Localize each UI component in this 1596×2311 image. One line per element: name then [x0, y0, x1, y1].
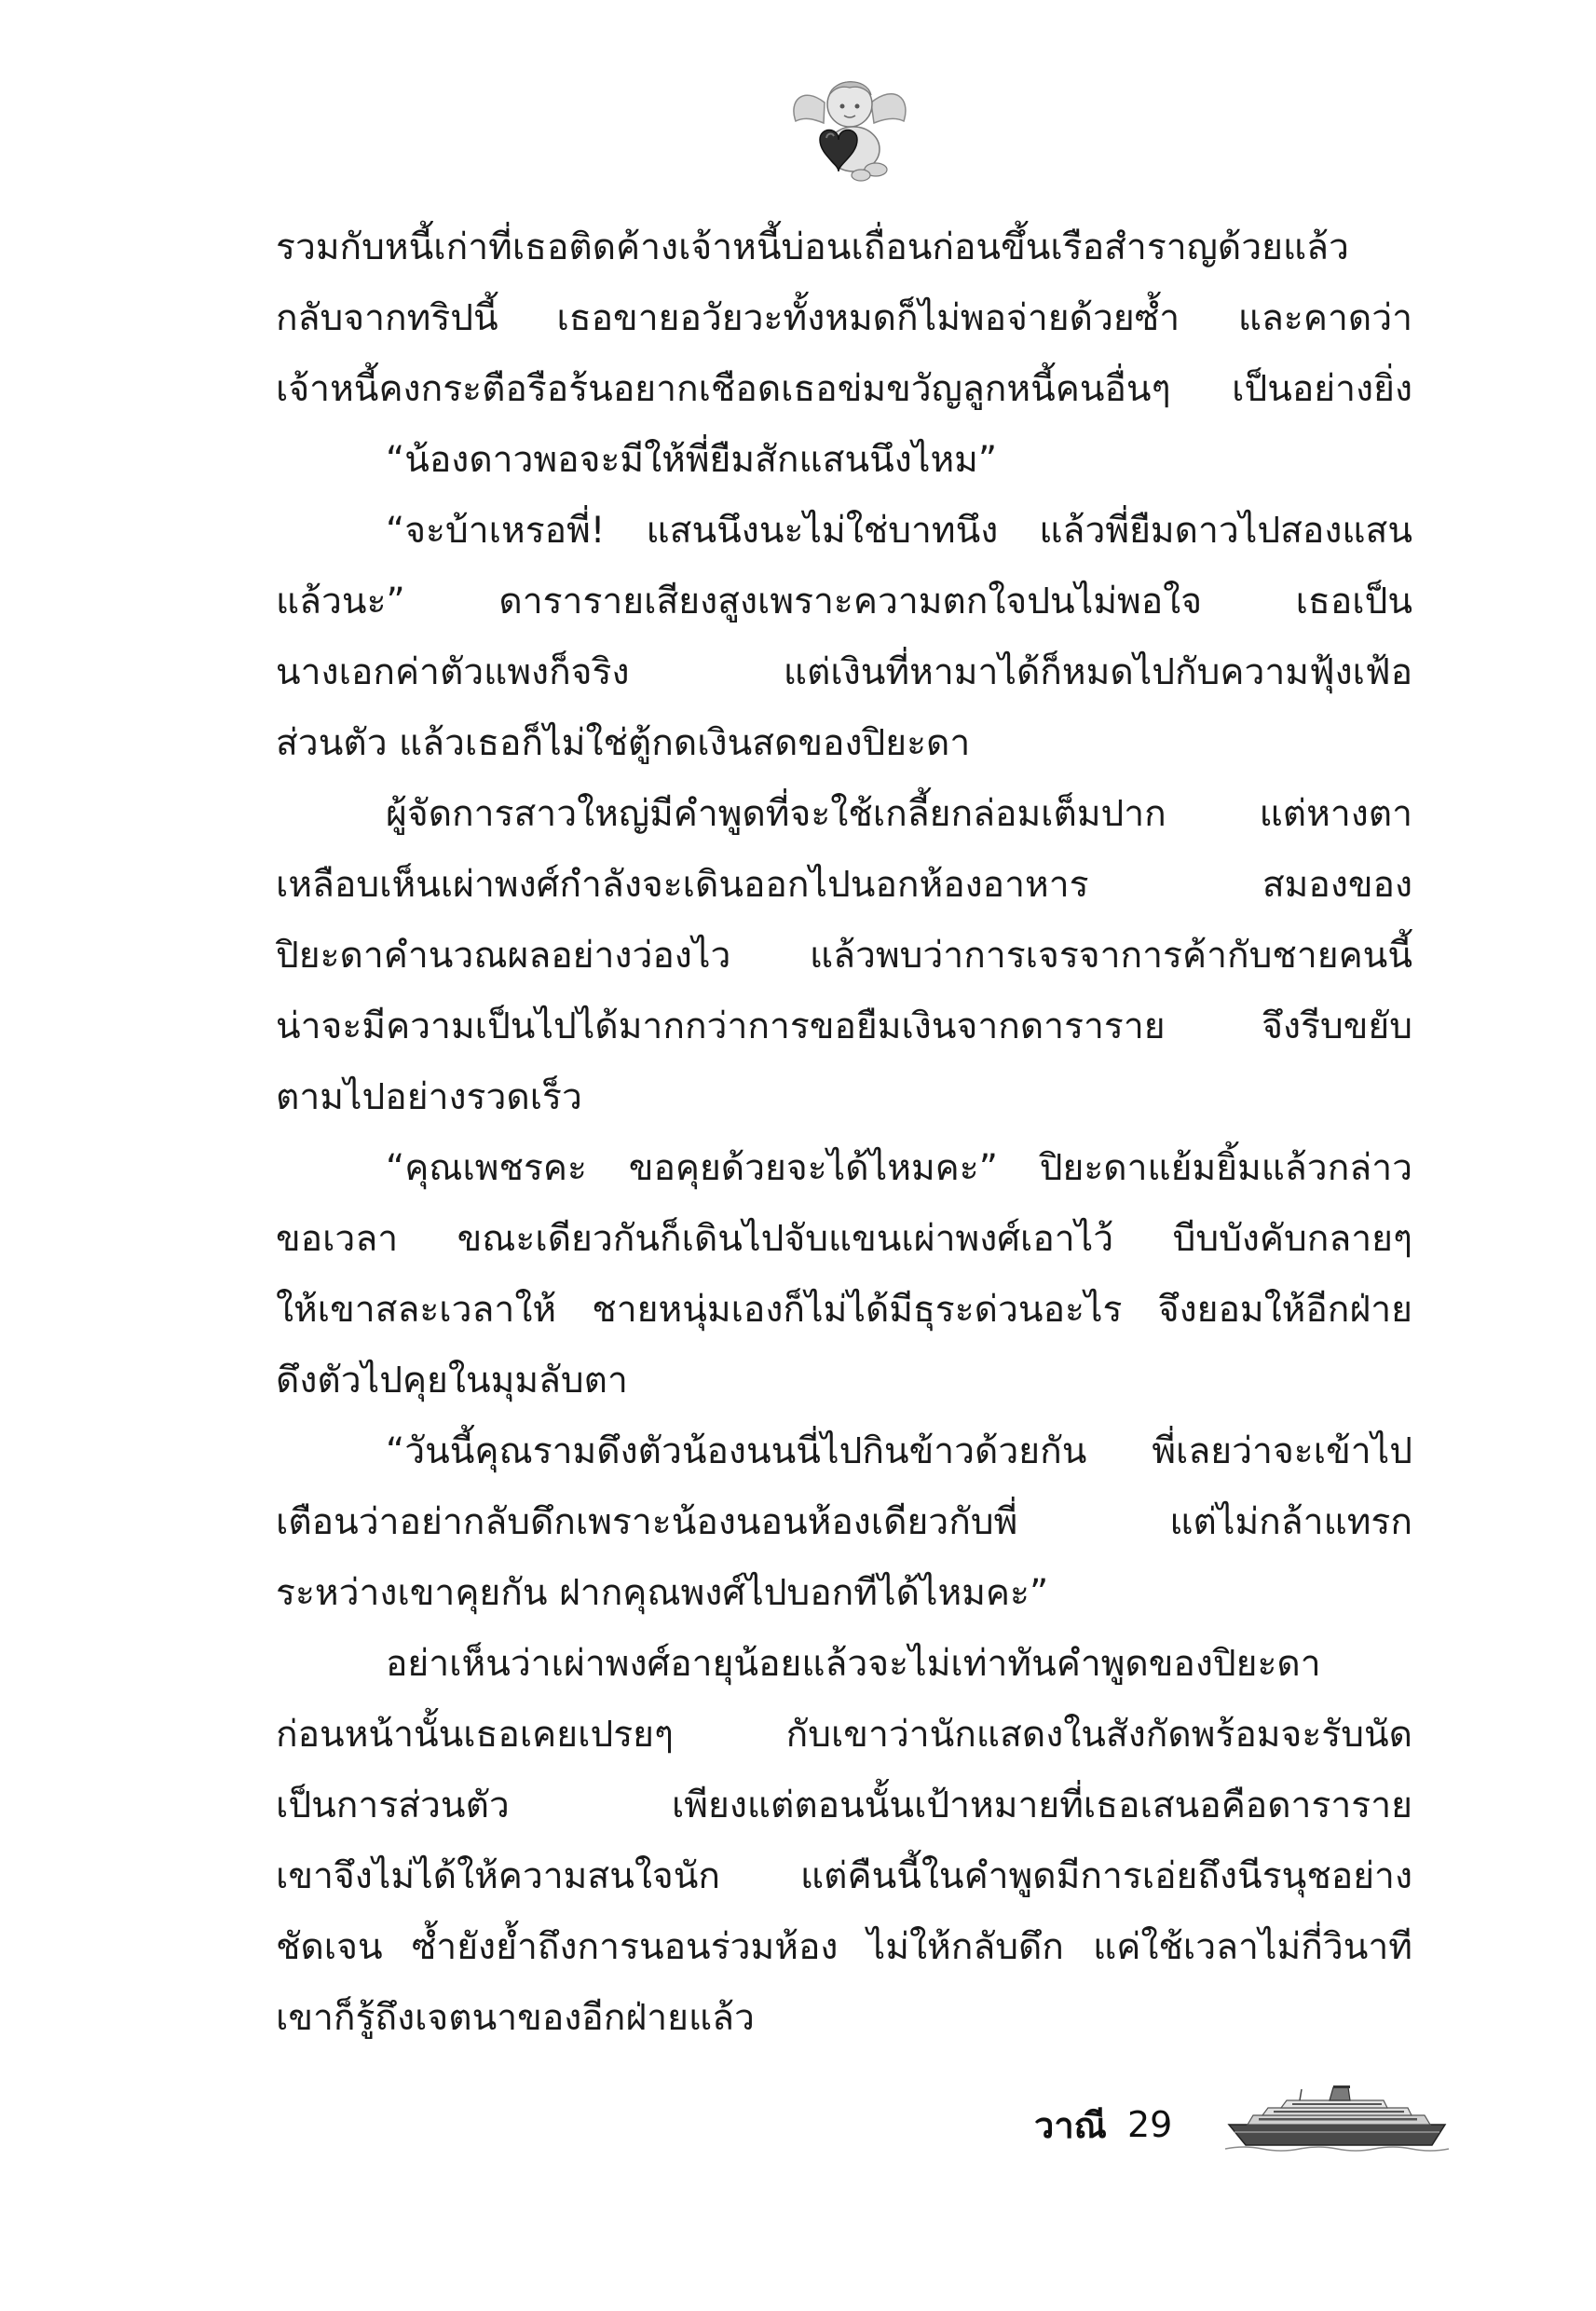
cherub-heart-icon [783, 65, 913, 186]
body-text [276, 212, 1412, 2054]
text-line: ผู้จัดการสาวใหญ่มีคำพูดที่จะใช้เกลี้ยกล่อมเต็มปาก แต่หางตา [386, 793, 1412, 835]
text-line: เขาก็รู้ถึงเจตนาของอีกฝ่ายแล้ว [276, 1997, 755, 2039]
text-line: เขาจึงไม่ได้ให้ความสนใจนัก แต่คืนนี้ในคำพูดมีการเอ่ยถึงนีรนุชอย่าง [276, 1855, 1412, 1897]
text-line: รวมกับหนี้เก่าที่เธอติดค้างเจ้าหนี้บ่อนเถื่อนก่อนขึ้นเรือสำราญด้วยแล้ว [276, 226, 1349, 268]
text-line: เตือนว่าอย่ากลับดึกเพราะน้องนอนห้องเดียวกับพี่ แต่ไม่กล้าแทรก [276, 1501, 1412, 1543]
text-line: ตามไปอย่างรวดเร็ว [276, 1076, 582, 1118]
text-line: “จะบ้าเหรอพี่! แสนนึงนะไม่ใช่บาทนึง แล้วพี่ยืมดาวไปสองแสน [386, 510, 1412, 552]
text-line: ขอเวลา ขณะเดียวกันก็เดินไปจับแขนเผ่าพงศ์เอาไว้ บีบบังคับกลายๆ [276, 1218, 1412, 1260]
cruise-ship-icon [1225, 2080, 1449, 2154]
text-line: “น้องดาวพอจะมีให้พี่ยืมสักแสนนึงไหม” [386, 439, 998, 481]
text-line: “วันนี้คุณรามดึงตัวน้องนนนี่ไปกินข้าวด้วยกัน พี่เลยว่าจะเข้าไป [386, 1430, 1412, 1472]
text-line: เหลือบเห็นเผ่าพงศ์กำลังจะเดินออกไปนอกห้องอาหาร สมองของ [276, 864, 1412, 906]
text-line: กลับจากทริปนี้ เธอขายอวัยวะทั้งหมดก็ไม่พอจ่ายด้วยซ้ำ และคาดว่า [276, 297, 1412, 339]
page-number: 29 [1126, 2104, 1173, 2145]
text-line: น่าจะมีความเป็นไปได้มากกว่าการขอยืมเงินจากดาราราย จึงรีบขยับ [276, 1005, 1412, 1047]
text-line: นางเอกค่าตัวแพงก็จริง แต่เงินที่หามาได้ก็หมดไปกับความฟุ้งเฟ้อ [276, 651, 1412, 693]
running-head: วาณี [1034, 2104, 1107, 2146]
page-footer [1034, 2097, 1172, 2153]
text-line: ก่อนหน้านั้นเธอเคยเปรยๆ กับเขาว่านักแสดงในสังกัดพร้อมจะรับนัด [276, 1714, 1412, 1756]
text-line: ปิยะดาคำนวณผลอย่างว่องไว แล้วพบว่าการเจรจาการค้ากับชายคนนี้ [276, 935, 1412, 977]
text-line: ให้เขาสละเวลาให้ ชายหนุ่มเองก็ไม่ได้มีธุระด่วนอะไร จึงยอมให้อีกฝ่าย [276, 1289, 1412, 1331]
text-line: แล้วนะ” ดารารายเสียงสูงเพราะความตกใจปนไม่พอใจ เธอเป็น [276, 581, 1412, 622]
text-line: เจ้าหนี้คงกระตือรือร้นอยากเชือดเธอข่มขวัญลูกหนี้คนอื่นๆ เป็นอย่างยิ่ง [276, 368, 1412, 410]
text-line: อย่าเห็นว่าเผ่าพงศ์อายุน้อยแล้วจะไม่เท่าทันคำพูดของปิยะดา [386, 1643, 1321, 1685]
text-line: ระหว่างเขาคุยกัน ฝากคุณพงศ์ไปบอกทีได้ไหมคะ” [276, 1572, 1049, 1614]
text-line: “คุณเพชรคะ ขอคุยด้วยจะได้ไหมคะ” ปิยะดาแย้มยิ้มแล้วกล่าว [386, 1147, 1412, 1189]
text-line: ส่วนตัว แล้วเธอก็ไม่ใช่ตู้กดเงินสดของปิยะดา [276, 722, 971, 764]
text-line: ดึงตัวไปคุยในมุมลับตา [276, 1360, 628, 1402]
text-line: เป็นการส่วนตัว เพียงแต่ตอนนั้นเป้าหมายที่เธอเสนอคือดาราราย [276, 1785, 1412, 1826]
text-line: ชัดเจน ซ้ำยังย้ำถึงการนอนร่วมห้อง ไม่ให้กลับดึก แค่ใช้เวลาไม่กี่วินาที [276, 1926, 1412, 1968]
